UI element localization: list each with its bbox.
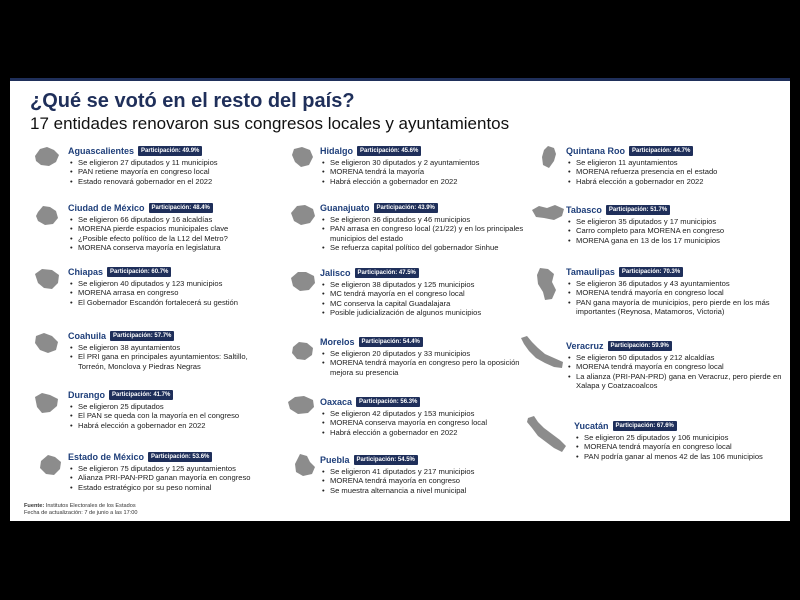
list-item: • Se eligieron 36 diputados y 46 municipios: [320, 215, 540, 224]
list-item: • Se eligieron 11 ayuntamientos: [566, 158, 782, 167]
source-text: Institutos Electorales de los Estados: [45, 503, 136, 509]
state-name: Tamaulipas: [566, 267, 615, 277]
list-item: • ¿Posible efecto político de la L12 del Metro?: [68, 234, 273, 243]
list-item: • Se eligieron 25 diputados y 106 municipios: [574, 433, 786, 442]
durango-map-icon: [32, 390, 62, 416]
state-coahuila: [68, 330, 273, 371]
state-name: Estado de México: [68, 452, 145, 462]
list-item: • El PRI gana en principales ayuntamientos: Saltillo, Torreón, Monclova y Piedras Negras: [68, 352, 273, 371]
state-tabasco: [566, 204, 782, 245]
state-chiapas: [68, 266, 273, 307]
participation-badge: Participación: 60.7%: [107, 267, 171, 277]
list-item: • Se eligieron 20 diputados y 33 municipios: [320, 349, 540, 358]
list-item: • MORENA tendrá mayoría en congreso pero la oposición mejora su presencia: [320, 358, 540, 377]
tabasco-map-icon: [530, 200, 566, 226]
participation-badge: Participación: 51.7%: [606, 205, 670, 215]
state-name: Puebla: [320, 455, 350, 465]
list-item: • MC tendrá mayoría en el congreso local: [320, 289, 540, 298]
state-name: Hidalgo: [320, 146, 353, 156]
state-name: Tabasco: [566, 205, 602, 215]
quintana-roo-map-icon: [534, 144, 564, 170]
list-item: • Habrá elección a gobernador en 2022: [320, 177, 540, 186]
state-name: Ciudad de México: [68, 203, 145, 213]
list-item: • Se eligieron 30 diputados y 2 ayuntamientos: [320, 158, 540, 167]
participation-badge: Participación: 43.9%: [374, 203, 438, 213]
state-guanajuato: [320, 202, 540, 253]
state-tamaulipas: [566, 266, 782, 317]
jalisco-map-icon: [288, 268, 318, 294]
participation-badge: Participación: 41.7%: [109, 390, 173, 400]
hidalgo-map-icon: [288, 144, 318, 170]
list-item: • El PAN se queda con la mayoría en el congreso: [68, 411, 273, 420]
tamaulipas-map-icon: [532, 266, 562, 302]
state-aguascalientes: [68, 145, 268, 186]
state-morelos: [320, 336, 540, 377]
list-item: • Se eligieron 75 diputados y 125 ayuntamientos: [68, 464, 278, 473]
state-name: Chiapas: [68, 267, 104, 277]
list-item: • Estado estratégico por su peso nominal: [68, 483, 278, 492]
list-item: • Se eligieron 38 ayuntamientos: [68, 343, 273, 352]
list-item: • Se eligieron 41 diputados y 217 municipios: [320, 467, 540, 476]
page-subtitle: 17 entidades renovaron sus congresos locales y ayuntamientos: [30, 114, 510, 133]
participation-badge: Participación: 49.9%: [138, 146, 202, 156]
state-name: Aguascalientes: [68, 146, 135, 156]
state-name: Oaxaca: [320, 397, 353, 407]
participation-badge: Participación: 70.3%: [619, 267, 683, 277]
state-name: Durango: [68, 390, 105, 400]
guanajuato-map-icon: [288, 202, 318, 228]
coahuila-map-icon: [32, 330, 62, 356]
top-accent-bar: [10, 78, 790, 81]
state-yucatan: [574, 420, 786, 461]
state-name: Coahuila: [68, 331, 107, 341]
participation-badge: Participación: 57.7%: [110, 331, 174, 341]
list-item: • Alianza PRI-PAN-PRD ganan mayoría en congreso: [68, 473, 278, 482]
page-title: ¿Qué se votó en el resto del país?: [30, 90, 355, 112]
chiapas-map-icon: [32, 266, 62, 292]
cdmx-map-icon: [32, 202, 62, 228]
list-item: • El Gobernador Escandón fortalecerá su gestión: [68, 298, 273, 307]
list-item: • PAN gana mayoría de municipios, pero pierde en los más importantes (Reynosa, Matamoros, Victoria): [566, 298, 782, 317]
participation-badge: Participación: 45.6%: [357, 146, 421, 156]
list-item: • PAN arrasa en congreso local (21/22) y en los principales municipios del estado: [320, 224, 540, 243]
footer-source: [24, 503, 138, 517]
list-item: • Se eligieron 40 diputados y 123 municipios: [68, 279, 273, 288]
list-item: • MORENA tendrá mayoría en congreso: [320, 476, 540, 485]
participation-badge: Participación: 48.4%: [149, 203, 213, 213]
estado-de-mexico-map-icon: [36, 452, 66, 478]
source-label: Fuente:: [24, 503, 45, 509]
list-item: • Se eligieron 35 diputados y 17 municipios: [566, 217, 782, 226]
list-item: • MORENA gana en 13 de los 17 municipios: [566, 236, 782, 245]
list-item: • Posible judicialización de algunos municipios: [320, 308, 540, 317]
list-item: • MC conserva la capital Guadalajara: [320, 299, 540, 308]
list-item: • PAN retiene mayoría en congreso local: [68, 167, 268, 176]
participation-badge: Participación: 59.9%: [608, 341, 672, 351]
state-jalisco: [320, 267, 540, 318]
state-hidalgo: [320, 145, 540, 186]
participation-badge: Participación: 53.6%: [148, 452, 212, 462]
state-puebla: [320, 454, 540, 495]
update-date: Fecha de actualización: 7 de junio a las 17:00: [24, 510, 138, 516]
state-quintana-roo: [566, 145, 782, 186]
list-item: • Se eligieron 42 diputados y 153 municipios: [320, 409, 540, 418]
state-name: Yucatán: [574, 421, 609, 431]
state-veracruz: [566, 340, 782, 391]
list-item: • Carro completo para MORENA en congreso: [566, 226, 782, 235]
yucatan-map-icon: [524, 412, 568, 454]
list-item: • Se eligieron 27 diputados y 11 municipios: [68, 158, 268, 167]
participation-badge: Participación: 54.4%: [359, 337, 423, 347]
list-item: • La alianza (PRI-PAN-PRD) gana en Veracruz, pero pierde en Xalapa y Coatzacoalcos: [566, 372, 782, 391]
state-name: Quintana Roo: [566, 146, 625, 156]
state-name: Morelos: [320, 337, 355, 347]
morelos-map-icon: [288, 338, 318, 364]
participation-badge: Participación: 47.5%: [355, 268, 419, 278]
list-item: • Se eligieron 25 diputados: [68, 402, 273, 411]
list-item: • Se eligieron 50 diputados y 212 alcaldías: [566, 353, 782, 362]
list-item: • MORENA pierde espacios municipales clave: [68, 224, 273, 233]
list-item: • Habrá elección a gobernador en 2022: [566, 177, 782, 186]
state-durango: [68, 389, 273, 430]
state-ciudad-de-mexico: [68, 202, 273, 253]
participation-badge: Participación: 67.6%: [613, 421, 677, 431]
state-name: Guanajuato: [320, 203, 370, 213]
list-item: • MORENA tendrá la mayoría: [320, 167, 540, 176]
list-item: • MORENA conserva mayoría en legislatura: [68, 243, 273, 252]
participation-badge: Participación: 44.7%: [629, 146, 693, 156]
list-item: • MORENA arrasa en congreso: [68, 288, 273, 297]
puebla-map-icon: [290, 452, 320, 478]
state-estado-de-mexico: [68, 451, 278, 492]
list-item: • Se eligieron 38 diputados y 125 municipios: [320, 280, 540, 289]
veracruz-map-icon: [518, 334, 566, 372]
list-item: • Se eligieron 36 diputados y 43 ayuntamientos: [566, 279, 782, 288]
list-item: • Habrá elección a gobernador en 2022: [68, 421, 273, 430]
list-item: • Se eligieron 66 diputados y 16 alcaldías: [68, 215, 273, 224]
participation-badge: Participación: 54.5%: [354, 455, 418, 465]
list-item: • Se refuerza capital político del gobernador Sinhue: [320, 243, 540, 252]
state-name: Jalisco: [320, 268, 351, 278]
list-item: • MORENA tendrá mayoría en congreso local: [566, 362, 782, 371]
oaxaca-map-icon: [286, 392, 316, 418]
list-item: • Habrá elección a gobernador en 2022: [320, 428, 540, 437]
slide: [10, 78, 790, 521]
list-item: • MORENA tendrá mayoría en congreso local: [566, 288, 782, 297]
aguascalientes-map-icon: [32, 144, 62, 170]
list-item: • Estado renovará gobernador en el 2022: [68, 177, 268, 186]
list-item: • PAN podría ganar al menos 42 de las 106 municipios: [574, 452, 786, 461]
list-item: • MORENA conserva mayoría en congreso local: [320, 418, 540, 427]
state-name: Veracruz: [566, 341, 604, 351]
list-item: • MORENA tendrá mayoría en congreso local: [574, 442, 786, 451]
list-item: • Se muestra alternancia a nivel municipal: [320, 486, 540, 495]
state-oaxaca: [320, 396, 540, 437]
list-item: • MORENA refuerza presencia en el estado: [566, 167, 782, 176]
participation-badge: Participación: 56.3%: [356, 397, 420, 407]
